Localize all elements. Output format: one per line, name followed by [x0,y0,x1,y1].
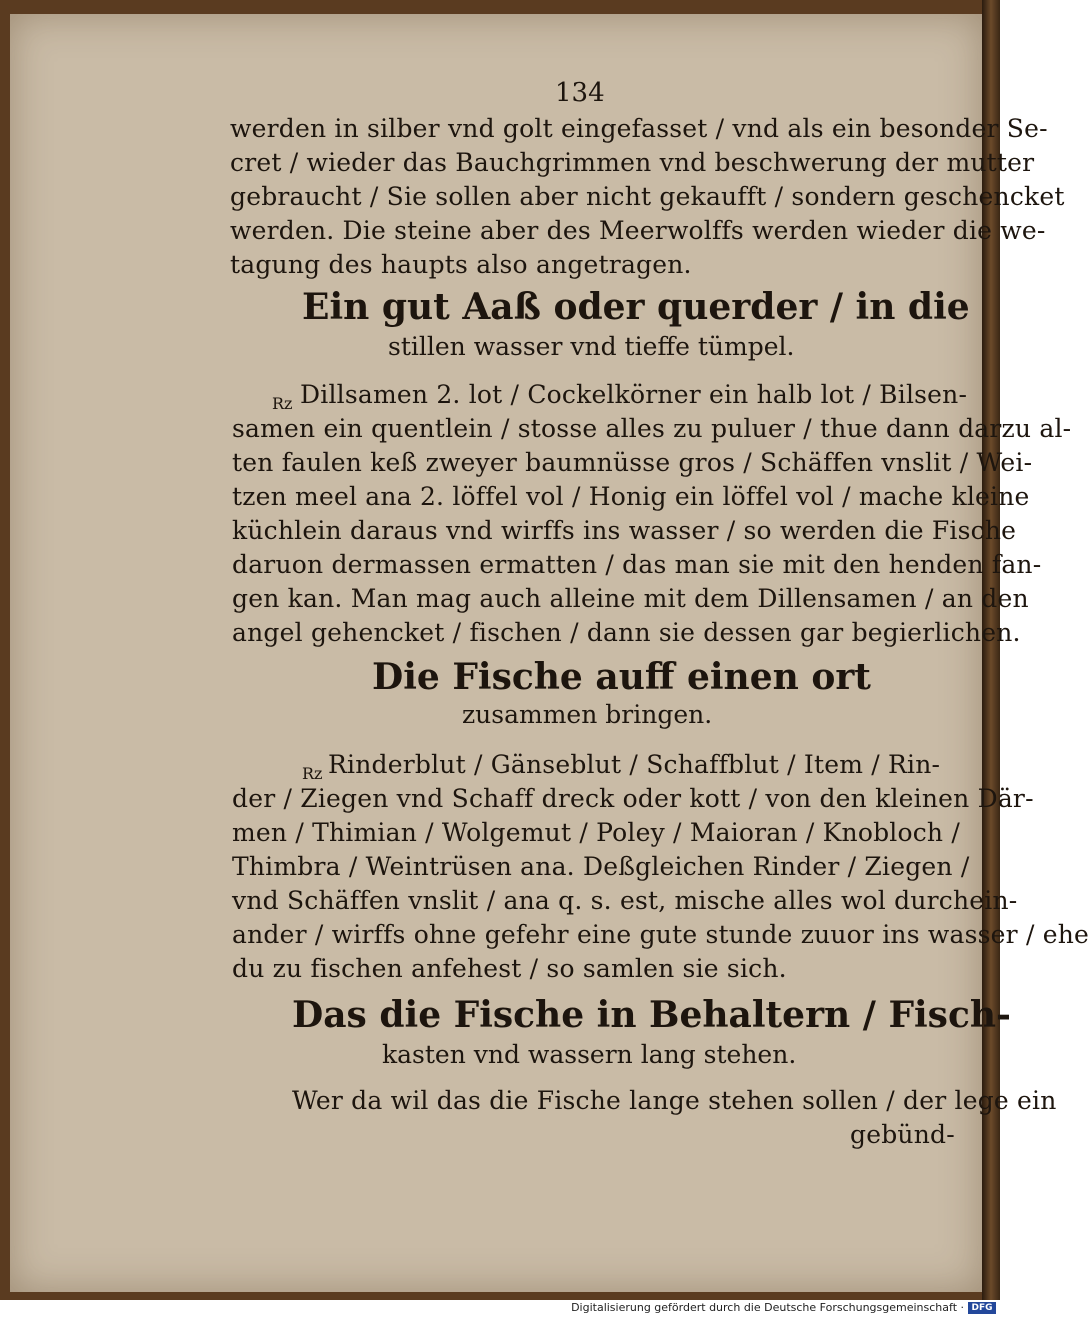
paragraph2-line: küchlein daraus vnd wirffs ins wasser / so werden die Fische [232,516,1017,545]
section-heading: Das die Fische in Behaltern / Fisch- [292,994,1011,1036]
paragraph1-line: werden in silber vnd golt eingefasset / vnd als ein besonder Se- [230,114,1048,143]
paragraph1-line: tagung des haupts also angetragen. [230,250,692,279]
paragraph3-line: ander / wirffs ohne gefehr eine gute stunde zuuor ins wasser / ehe [232,920,1089,949]
catchword: gebünd- [850,1120,955,1149]
paragraph2-line: angel gehencket / fischen / dann sie dessen gar begierlichen. [232,618,1021,647]
page-number: 134 [555,78,605,108]
paragraph1-line: cret / wieder das Bauchgrimmen vnd beschwerung der mutter [230,148,1035,177]
paragraph3-line: vnd Schäffen vnslit / ana q. s. est, mische alles wol durchein- [232,886,1018,915]
section-heading: Die Fische auff einen ort [372,656,871,698]
recipe-mark: Rz [302,764,323,783]
paragraph4-line: Wer da wil das die Fische lange stehen sollen / der lege ein [292,1086,1057,1115]
paragraph3-line: Thimbra / Weintrüsen ana. Deßgleichen Rinder / Ziegen / [232,852,970,881]
section-subheading: zusammen bringen. [462,700,713,729]
section-heading: Ein gut Aaß oder querder / in die [302,286,970,328]
paragraph1-line: gebraucht / Sie sollen aber nicht gekaufft / sondern geschencket [230,182,1065,211]
section-subheading: kasten vnd wassern lang stehen. [382,1040,797,1069]
paragraph2-line: tzen meel ana 2. löffel vol / Honig ein löffel vol / mache kleine [232,482,1030,511]
paragraph3-line: der / Ziegen vnd Schaff dreck oder kott / von den kleinen Där- [232,784,1034,813]
footer-bar [0,1300,1000,1317]
paragraph3-line: men / Thimian / Wolgemut / Poley / Maioran / Knobloch / [232,818,960,847]
recipe-mark: Rz [272,394,293,413]
paragraph2-line: samen ein quentlein / stosse alles zu puluer / thue dann darzu al- [232,414,1072,443]
paragraph1-line: werden. Die steine aber des Meerwolffs werden wieder die we- [230,216,1046,245]
paragraph2-line: Dillsamen 2. lot / Cockelkörner ein halb lot / Bilsen- [300,380,968,409]
paragraph2-line: gen kan. Man mag auch alleine mit dem Dillensamen / an den [232,584,1029,613]
funding-notice: Digitalisierung gefördert durch die Deutsche Forschungsgemeinschaft · [571,1301,964,1314]
section-subheading: stillen wasser vnd tieffe tümpel. [388,332,795,361]
paragraph3-line: du zu fischen anfehest / so samlen sie sich. [232,954,787,983]
paragraph2-line: ten faulen keß zweyer baumnüsse gros / Schäffen vnslit / Wei- [232,448,1033,477]
paragraph2-line: daruon dermassen ermatten / das man sie mit den henden fan- [232,550,1042,579]
dfg-logo: DFG [968,1302,996,1314]
book-page [10,14,1089,1292]
paragraph3-line: Rinderblut / Gänseblut / Schaffblut / Item / Rin- [328,750,941,779]
